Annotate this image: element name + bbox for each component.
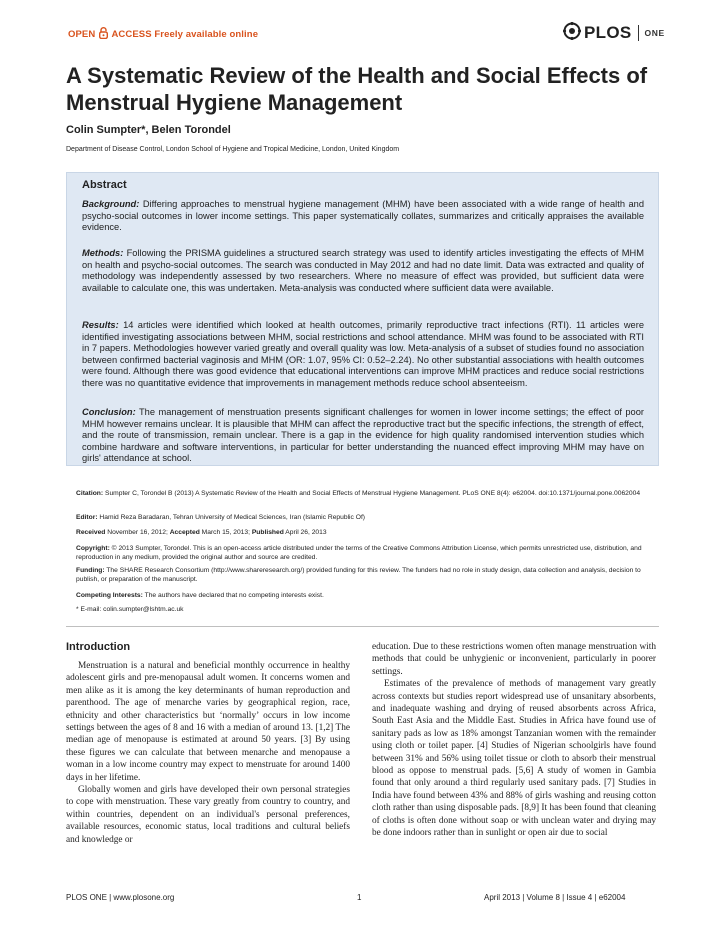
corresponding-email[interactable]: * E-mail: colin.sumpter@lshtm.ac.uk [76,606,184,613]
paper-title: A Systematic Review of the Health and Social Effects of Menstrual Hygiene Management [66,63,648,115]
paragraph: Estimates of the prevalence of methods of management vary greatly across contexts but studies report widespread use of unsanitary absorbents, and inadequate washing and drying of reused absorbents across Africa, South East Asia and the Middle East. Studies in Africa have found use of sanitary pads as low as 18% amongst Tanzanian women with the remainder using cloth or toilet paper. [4] Studies of Nigerian schoolgirls have found between 31% and 56% using toilet tissue or cloth to absorb their menstrual blood as oppose to menstrual pads. [5,6] A study of women in Gambia found that only around a third regularly used sanitary pads. [7] Studies in India have found between 43% and 88% of girls washing and reusing cotton cloth rather than using disposable pads. [8,9] It has been found that cleaning of cloths is often done without soap or with unclean water and drying may be done indoors rather than in sunlight or open air due to social [372,679,656,839]
affiliation: Department of Disease Control, London School of Hygiene and Tropical Medicine, London, United Kingdom [66,146,400,153]
paragraph: Menstruation is a natural and beneficial monthly occurrence in healthy adolescent girls and pre-menopausal adult women. It concerns women and men alike as it is among the key determinants of human reproduction and parenthood. The age of menarche varies by geographical region, race, ethnicity and other characteristics but ‘normally’ occurs in low income settings between the ages of 8 and 16 with a median of around 13. [1,2] The median age of menopause is estimated at around 50 years. [3] By using these figures we can calculate that between menarche and menopause a woman in a low income country may expect to menstruate for around 1400 days in her lifetime. [66,661,350,783]
abstract-background: Background: Differing approaches to menstrual hygiene management (MHM) have been associated with a wide range of health and psycho-social outcomes in lower income settings. This paper systematically collates, summarizes and critically appraises the available evidence. [82,199,644,233]
footer-journal: PLOS ONE | www.plosone.org [66,893,175,902]
journal-suffix: ONE [644,28,665,38]
abstract-methods: Methods: Following the PRISMA guidelines a structured search strategy was used to identify articles investigating the effects of MHM on health and psycho-social outcomes. The search was conducted in May 2012 and had no date limit. Data was extracted and quality of methodology was independently assessed by two researchers. Where no measure of effect was provided, but sufficient data were available to calculate one, this was undertaken. Meta-analysis was conducted where sufficient data were available. [82,248,644,293]
journal-logo-text: PLOS [584,23,632,42]
copyright: Copyright: © 2013 Sumpter, Torondel. This is an open-access article distributed under the terms of the Creative Commons Attribution License, which permits unrestricted use, distribution, and reproduction in any medium, provided the original author and source are credited. [76,545,642,561]
footer-issue: April 2013 | Volume 8 | Issue 4 | e62004 [484,893,626,902]
abstract-conclusion: Conclusion: The management of menstruation presents significant challenges for women in lower income settings; the effect of poor MHM however remains unclear. It is plausible that MHM can affect the reproductive tract but the specific infections, the strength of effect, and the route of transmission, remain unclear. There is a gap in the evidence for high quality randomised intervention studies which combine hardware and software interventions, in particular for better understanding the nuanced effect improving MHM may have on girls' attendance at school. [82,407,644,464]
authors: Colin Sumpter*, Belen Torondel [66,124,231,136]
abstract-box [66,172,659,466]
page-number: 1 [357,893,362,902]
editor: Editor: Hamid Reza Baradaran, Tehran University of Medical Sciences, Iran (Islamic Republic Of) [76,514,366,521]
abstract-results: Results: 14 articles were identified which looked at health outcomes, primarily reproductive tract infections (RTI). 11 articles were identified investigating associations between MHM, social restrictions and school attendance. MHM was found to be associated with RTI in 7 papers. Methodologies however varied greatly and overall quality was low. Meta-analysis of a subset of studies found no association between confirmed bacterial vaginosis and MHM (OR: 1.07, 95% CI: 0.52–2.24). No other substantial associations with health outcomes were found. Although there was good evidence that educational interventions can improve MHM practices and reduce social restrictions there was no quantitative evidence that improvements in management methods reduce school absenteeism. [82,320,644,388]
plos-logo-icon [563,22,581,45]
logo-divider [638,25,639,41]
dates: Received November 16, 2012; Accepted March 15, 2013; Published April 26, 2013 [76,529,327,536]
open-access-lock-icon [99,27,108,42]
introduction-heading: Introduction [66,641,131,653]
paragraph: Globally women and girls have developed their own personal strategies to cope with menstruation. These vary greatly from country to country, and within countries, dependent on an individual's personal preferences, available resources, economic status, local traditions and cultural beliefs and knowledge or [66,785,350,845]
open-access-label: OPEN ACCESS Freely available online [68,29,259,40]
body-column-right [372,641,656,840]
abstract-heading: Abstract [82,179,127,191]
funding: Funding: The SHARE Research Consortium (http://www.shareresearch.org/) provided funding for this review. The funders had no role in study design, data collection and analysis, decision to publish, or preparation of the manuscript. [76,567,641,583]
paragraph: education. Due to these restrictions women often manage menstruation with methods that could be unhygienic or inconvenient, particularly in poorer settings. [372,642,656,677]
competing-interests: Competing Interests: The authors have declared that no competing interests exist. [76,592,324,599]
plos-one-logo [563,20,665,46]
section-divider [66,626,659,627]
body-column-left [66,660,350,846]
citation: Citation: Sumpter C, Torondel B (2013) A Systematic Review of the Health and Social Effects of Menstrual Hygiene Management. PLoS ONE 8(4): e62004. doi:10.1371/journal.pone.0062004 [76,490,641,497]
